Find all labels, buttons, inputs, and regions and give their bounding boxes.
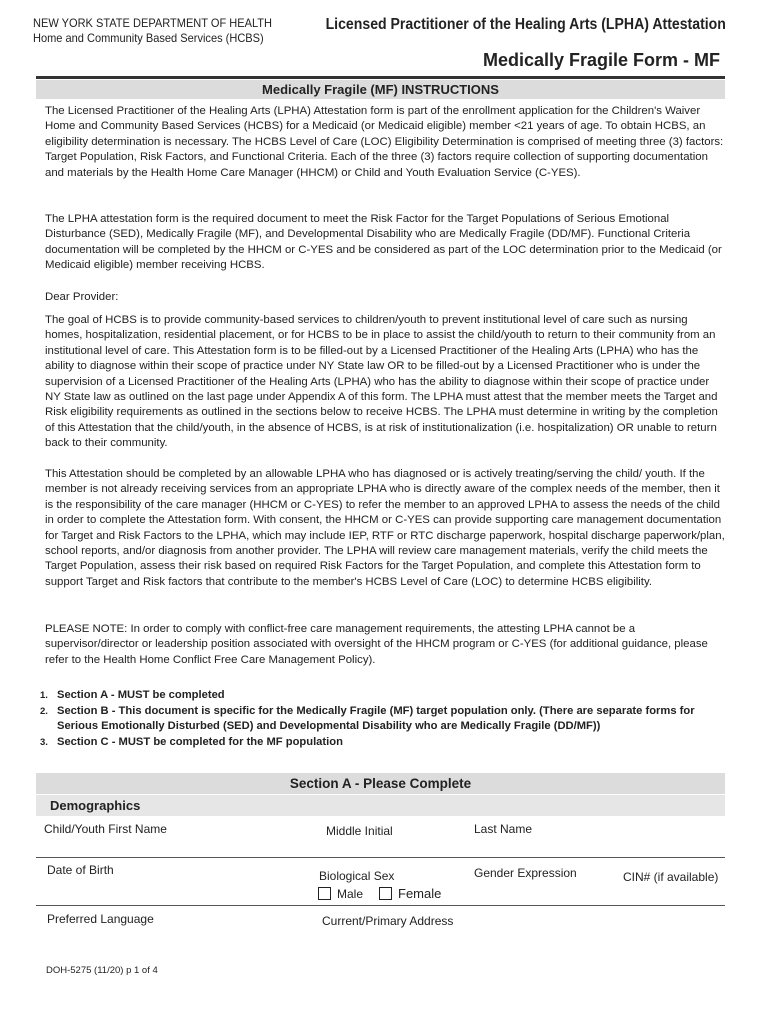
dob-label: Date of Birth	[47, 863, 114, 877]
field-row-divider	[36, 857, 725, 858]
instructions-paragraph: This Attestation should be completed by an allowable LPHA who has diagnosed or is actively treating/serving the child/ youth. If the member is not already receiving services from an appropriate LPHA who is directly aware of the complex needs of the member, then it is the responsibility of the care manager (HHCM or C-YES) to refer the member to an approved LPHA to assess the needs of the child in order to complete the Attestation form. With consent, the HHCM or C-YES can provide supporting care management documentation for Target and Risk Factors to the LPHA, which may include IEP, RTF or RTC discharge paperwork, hospital discharge paperwork/plan, school reports, and/or diagnosis from another provider. The LPHA will review care management materials, verify the child meets the Target Population, assess their risk based on required Risk Factors for the Target Population, and complete this Attestation form to support Target and Risk factors that contribute to the member's HCBS Level of Care (LOC) to determine HCBS eligibility.	[45, 468, 725, 588]
list-text: Section B - This document is specific for the Medically Fragile (MF) target population only. (There are separate forms for Serious Emotionally Disturbed (SED) and Developmental Disability who are Medically Fragile (DD/MF))	[57, 704, 695, 732]
middle-initial-label: Middle Initial	[326, 824, 393, 838]
female-checkbox[interactable]	[379, 887, 392, 900]
list-item	[40, 735, 730, 751]
field-row-divider	[36, 905, 725, 906]
cin-label: CIN# (if available)	[623, 870, 719, 884]
male-checkbox[interactable]	[318, 887, 331, 900]
gender-expression-label: Gender Expression	[474, 866, 577, 880]
list-text: Section C - MUST be completed for the MF population	[57, 735, 343, 748]
address-label: Current/Primary Address	[322, 914, 454, 928]
list-number: 2.	[40, 705, 48, 717]
male-label: Male	[337, 887, 364, 901]
form-footer: DOH-5275 (11/20) p 1 of 4	[46, 965, 158, 976]
instructions-paragraph: The LPHA attestation form is the required document to meet the Risk Factor for the Target Populations of Serious Emotional Disturbance (SED), Medically Fragile (MF), and Developmental Disability who are Medically Fragile (DD/MF). Functional Criteria documentation will be completed by the HHCM or C-YES and be considered as part of the LOC determination prior to the Medicaid (or Medicaid eligible) member receiving HCBS.	[45, 213, 722, 272]
first-name-label: Child/Youth First Name	[44, 822, 167, 836]
form-title: Licensed Practitioner of the Healing Arts (LPHA) Attestation	[325, 16, 726, 33]
female-option[interactable]	[379, 886, 441, 901]
list-text: Section A - MUST be completed	[57, 689, 225, 701]
instructions-paragraph: The Licensed Practitioner of the Healing Arts (LPHA) Attestation form is part of the enrollment application for the Children's Waiver Home and Community Based Services (HCBS) for a Medicaid (or Medicaid eligible) member <21 years of age. To obtain HCBS, an eligibility determination is necessary. The HCBS Level of Care (LOC) Eligibility Determination is comprised of meeting three (3) factors: Target Population, Risk Factors, and Functional Criteria. Each of the three (3) factors require collection of supporting documentation and materials by the Health Home Care Manager (HHCM) or Child and Youth Evaluation Service (C-YES).	[45, 105, 724, 179]
instructions-paragraph: The goal of HCBS is to provide community-based services to children/youth to prevent institutional level of care such as nursing homes, hospitalization, residential placement, or for HCBS to be in place to assist the child/youth to return to their community from an institutional level of care. This Attestation form is to be filled-out by a Licensed Practitioner of the Healing Arts (LPHA) who has the ability to diagnose within their scope of practice under NY State law OR to be filled-out by a Licensed Practitioner who is under the supervision of a Licensed Practitioner of the Healing Arts (LPHA) who has the ability to diagnose within their scope of practice under NY State law as outlined on the last page under Appendix A of this form. The LPHA must attest that the member meets the Target and Risk eligibility requirements as outlined in the sections below to receive HCBS. The LPHA must determine in writing by the completion of this Attestation that the child/youth, in the absence of HCBS, is at risk of institutionalization (i.e. hospitalization) OR unable to return back to their community.	[45, 314, 718, 450]
list-number: 3.	[40, 736, 48, 748]
agency-name: NEW YORK STATE DEPARTMENT OF HEALTH	[33, 16, 273, 30]
preferred-language-label: Preferred Language	[47, 912, 154, 926]
list-number: 1.	[40, 690, 48, 701]
form-subtitle: Medically Fragile Form - MF	[482, 50, 720, 70]
header-divider	[36, 76, 725, 79]
male-option[interactable]	[318, 887, 363, 901]
agency-program: Home and Community Based Services (HCBS)	[33, 31, 264, 45]
sections-list	[40, 688, 730, 750]
last-name-label: Last Name	[474, 822, 533, 836]
female-label: Female	[398, 886, 442, 901]
agency-header	[33, 16, 272, 46]
demographics-heading: Demographics	[36, 795, 725, 816]
list-item	[40, 704, 730, 735]
instructions-heading: Medically Fragile (MF) INSTRUCTIONS	[36, 80, 725, 99]
section-a-heading: Section A - Please Complete	[36, 773, 725, 794]
please-note-paragraph: PLEASE NOTE: In order to comply with conflict-free care management requirements, the attesting LPHA cannot be a supervisor/director or leadership position associated with oversight of the HHCM program or C-YES (for additional guidance, please refer to the Health Home Conflict Free Care Management Policy).	[45, 623, 708, 666]
biological-sex-label: Biological Sex	[319, 869, 395, 883]
salutation: Dear Provider:	[45, 291, 119, 303]
list-item	[40, 688, 730, 704]
